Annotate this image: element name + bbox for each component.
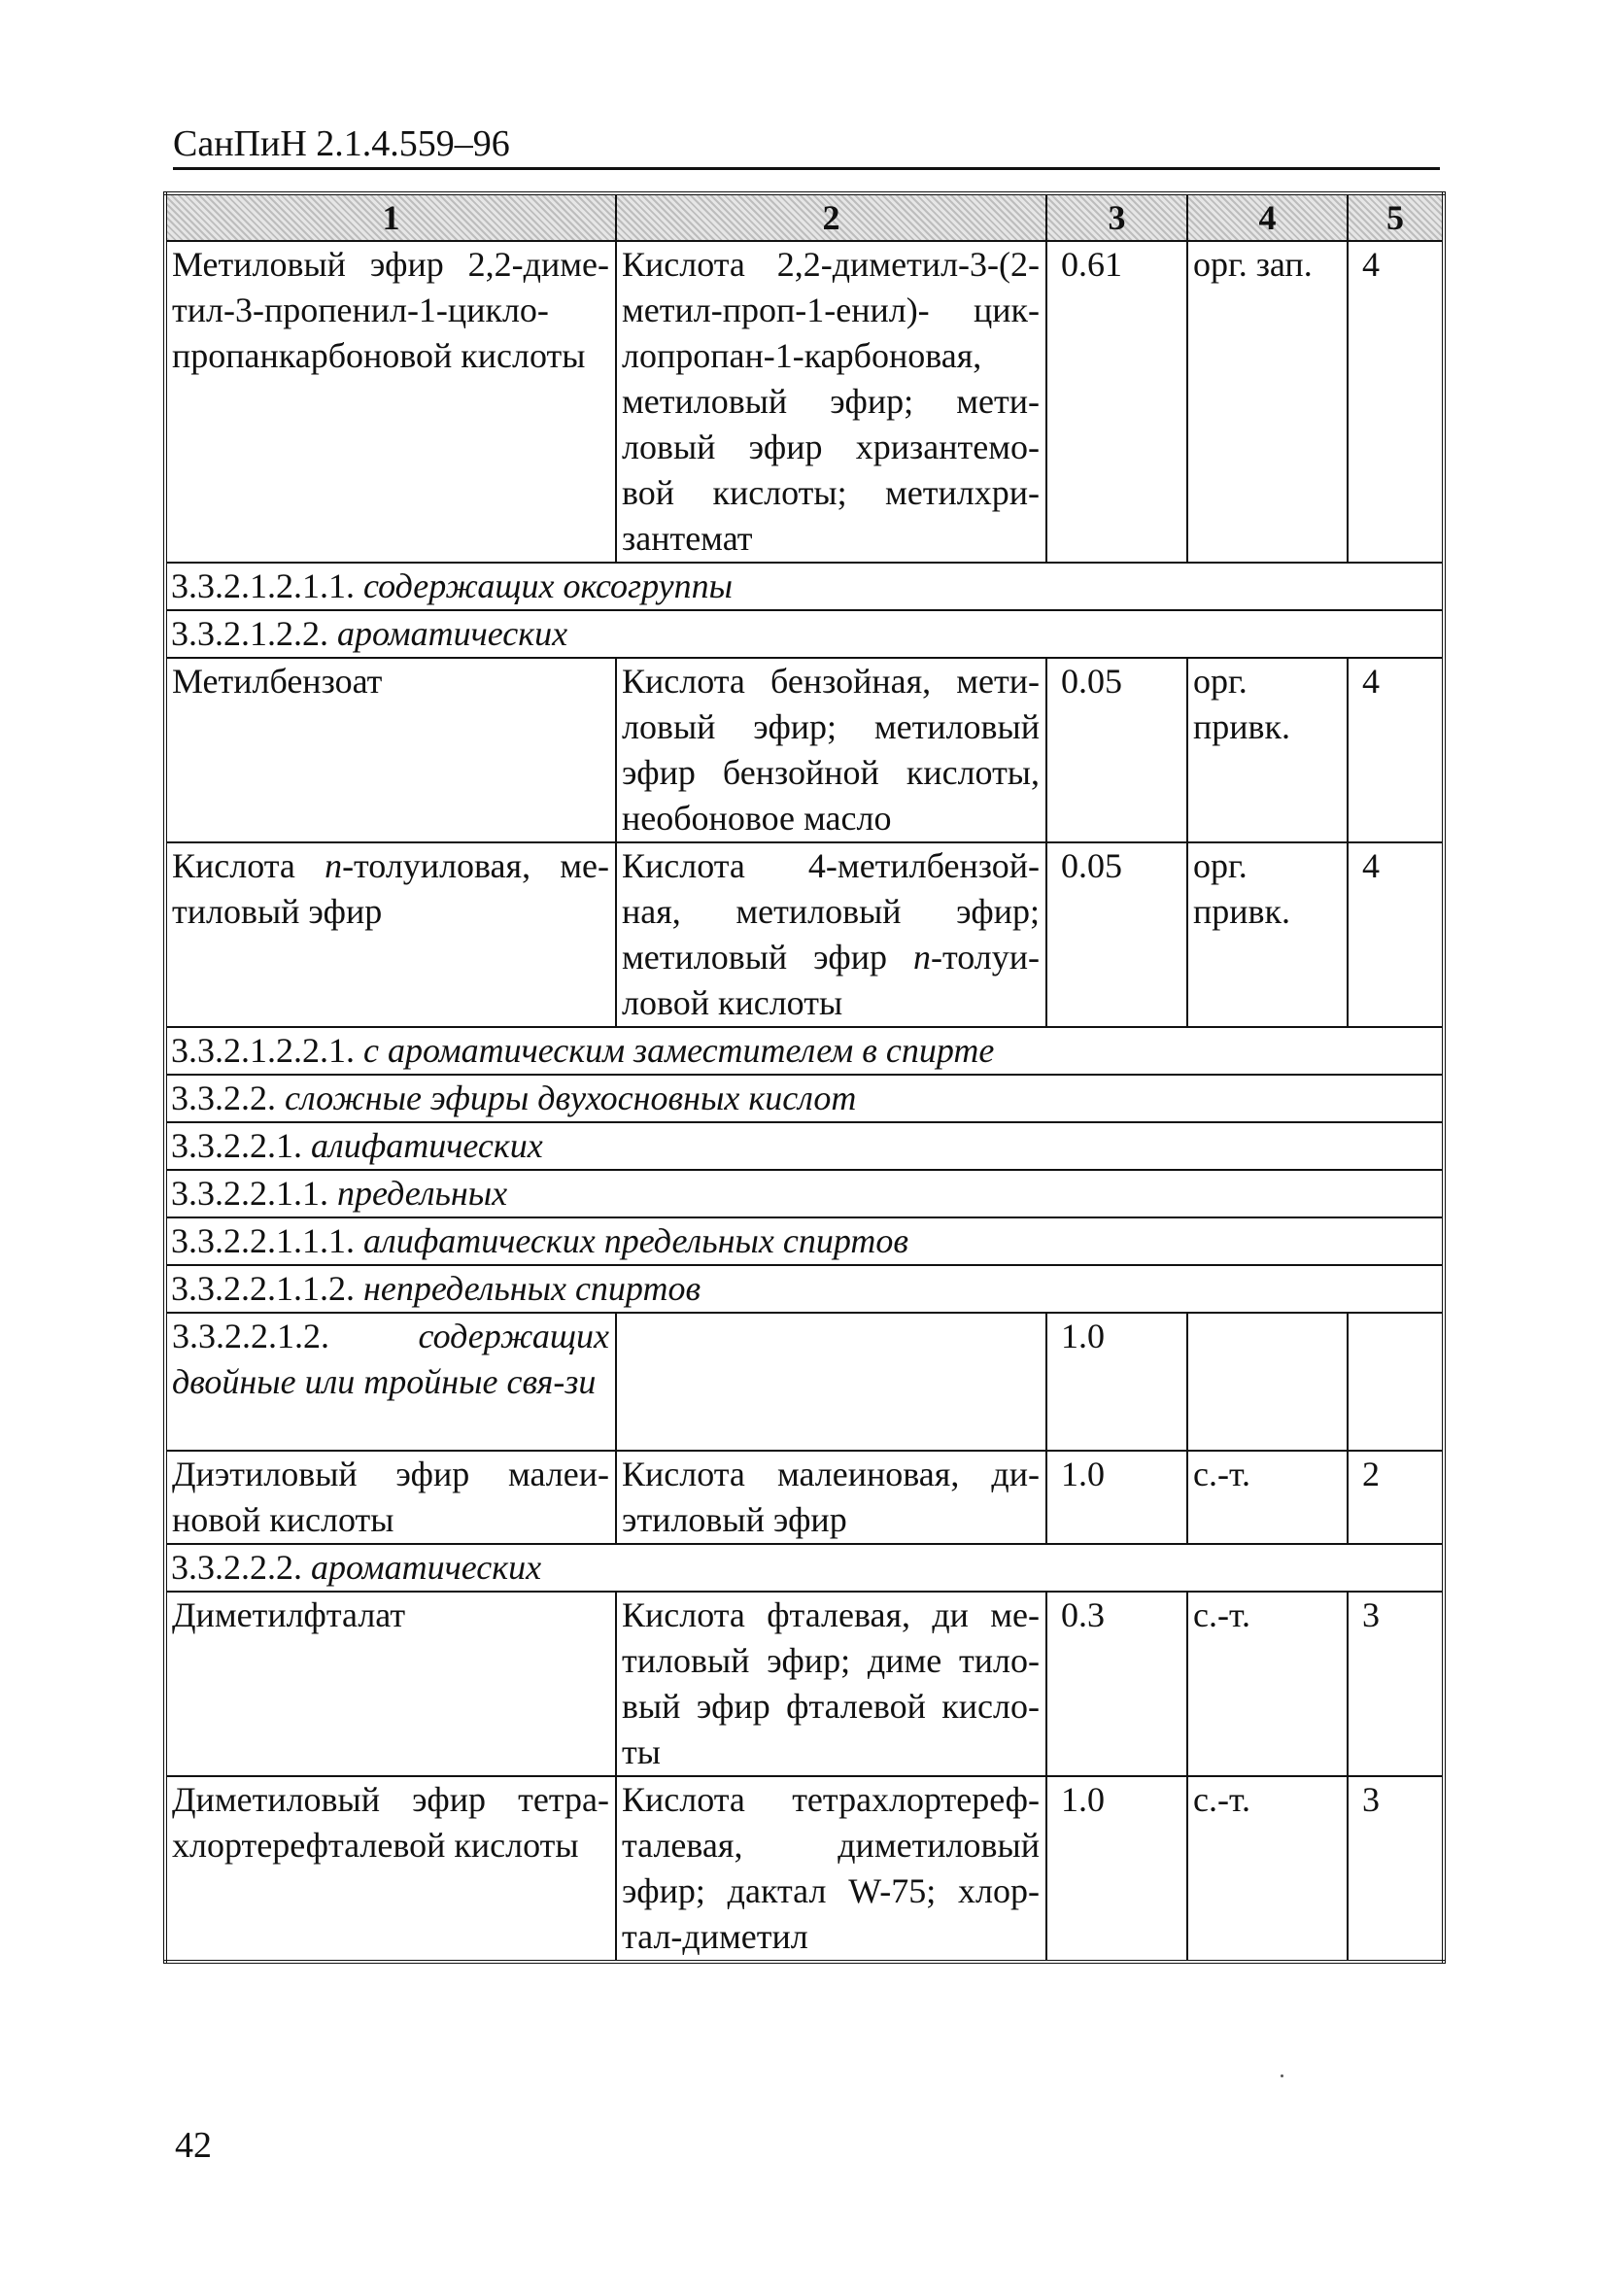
value-cell: 0.05 [1046,842,1187,1027]
class-cell: 4 [1348,658,1444,842]
substance-synonyms: Кислота 2,2-диметил-3-(2-метил-проп-1-енил)- цик-лопропан-1-карбоновая, метиловый эфир; мети-ловый эфир хризантемо-вой кислоты; метилхри-зантемат [616,241,1046,563]
section-row [165,1027,1444,1075]
sign-cell: с.-т. [1187,1451,1348,1544]
class-cell: 3 [1348,1592,1444,1776]
section-row [165,1217,1444,1265]
header-rule [173,167,1440,170]
section-title: ароматических [311,1548,542,1587]
class-cell: 2 [1348,1451,1444,1544]
substance-name: Метиловый эфир 2,2-диме-тил-3-пропенил-1-цикло-пропанкарбоновой кислоты [165,241,616,563]
value-cell: 0.3 [1046,1592,1187,1776]
table-row [165,241,1444,563]
section-code: 3.3.2.2.1.1.1. [171,1221,355,1260]
section-title: содержащих оксогруппы [363,566,733,605]
section-title: сложные эфиры двухосновных кислот [285,1079,857,1117]
name-italic: n [325,846,343,885]
section-row [165,610,1444,658]
sign-cell: орг. привк. [1187,842,1348,1027]
class-cell: 4 [1348,241,1444,563]
section-row [165,1122,1444,1170]
sign-cell: с.-т. [1187,1776,1348,1962]
section-title: алифатических предельных спиртов [363,1221,908,1260]
substance-synonyms: Кислота фталевая, ди ме-тиловый эфир; диме тило-вый эфир фталевой кисло-ты [616,1592,1046,1776]
section-code: 3.3.2.2.1.1.2. [171,1269,355,1308]
class-cell [1348,1313,1444,1451]
value-cell: 1.0 [1046,1313,1187,1451]
section-row [165,563,1444,610]
name-text: -толуиловая, ме-тиловый эфир [172,846,609,931]
section-row [165,1075,1444,1122]
sign-cell: с.-т. [1187,1592,1348,1776]
synonym-text: -толуи-ловой кислоты [622,938,1040,1022]
substance-synonyms: Кислота бензойная, мети-ловый эфир; метиловый эфир бензойной кислоты, необоновое масло [616,658,1046,842]
group-title: содержащих двойные или тройные свя-зи [172,1317,609,1401]
sign-cell: орг. зап. [1187,241,1348,563]
column-number: 4 [1187,193,1348,241]
synonym-italic: n [913,938,931,977]
section-code: 3.3.2.2. [171,1079,276,1117]
sign-cell [1187,1313,1348,1451]
substances-table [163,191,1446,1964]
class-cell: 4 [1348,842,1444,1027]
group-cell [165,1313,616,1451]
column-number-row [165,193,1444,241]
column-number: 5 [1348,193,1444,241]
page-number: 42 [175,2125,212,2166]
substance-name: Метилбензоат [165,658,616,842]
name-text: Кислота [172,846,325,885]
value-cell: 0.61 [1046,241,1187,563]
value-cell: 1.0 [1046,1451,1187,1544]
table-row [165,842,1444,1027]
table-row [165,1776,1444,1962]
column-number: 3 [1046,193,1187,241]
section-code: 3.3.2.2.1.1. [171,1174,328,1213]
table-row [165,1592,1444,1776]
scan-speck [1281,2074,1283,2077]
substance-synonyms: Кислота тетрахлортереф-талевая, диметиловый эфир; дактал W-75; хлор-тал-диметил [616,1776,1046,1962]
column-number: 2 [616,193,1046,241]
column-number: 1 [165,193,616,241]
section-title: алифатических [311,1126,543,1165]
section-code: 3.3.2.2.2. [171,1548,302,1587]
document-header: СанПиН 2.1.4.559–96 [173,123,510,164]
section-code: 3.3.2.1.2.2. [171,614,328,653]
section-title: с ароматическим заместителем в спирте [363,1031,995,1070]
sign-cell: орг. привк. [1187,658,1348,842]
substance-synonyms [616,842,1046,1027]
section-title: ароматических [337,614,568,653]
table-row [165,658,1444,842]
section-row [165,1170,1444,1217]
section-code: 3.3.2.1.2.1.1. [171,566,355,605]
substance-synonyms: Кислота малеиновая, ди-этиловый эфир [616,1451,1046,1544]
substance-name: Диметилфталат [165,1592,616,1776]
section-row [165,1544,1444,1592]
substance-name: Диэтиловый эфир малеи-новой кислоты [165,1451,616,1544]
group-code: 3.3.2.2.1.2. [172,1317,329,1355]
section-code: 3.3.2.1.2.2.1. [171,1031,355,1070]
substance-name [165,842,616,1027]
table-row [165,1451,1444,1544]
synonym-text: Кислота 4-метилбензой-ная, метиловый эфир; метиловый эфир [622,846,1040,977]
section-title: предельных [337,1174,508,1213]
section-code: 3.3.2.2.1. [171,1126,302,1165]
section-row [165,1265,1444,1313]
value-cell: 1.0 [1046,1776,1187,1962]
class-cell: 3 [1348,1776,1444,1962]
group-row [165,1313,1444,1451]
substance-synonyms [616,1313,1046,1451]
substance-name: Диметиловый эфир тетра-хлортерефталевой кислоты [165,1776,616,1962]
section-title: непредельных спиртов [363,1269,701,1308]
value-cell: 0.05 [1046,658,1187,842]
